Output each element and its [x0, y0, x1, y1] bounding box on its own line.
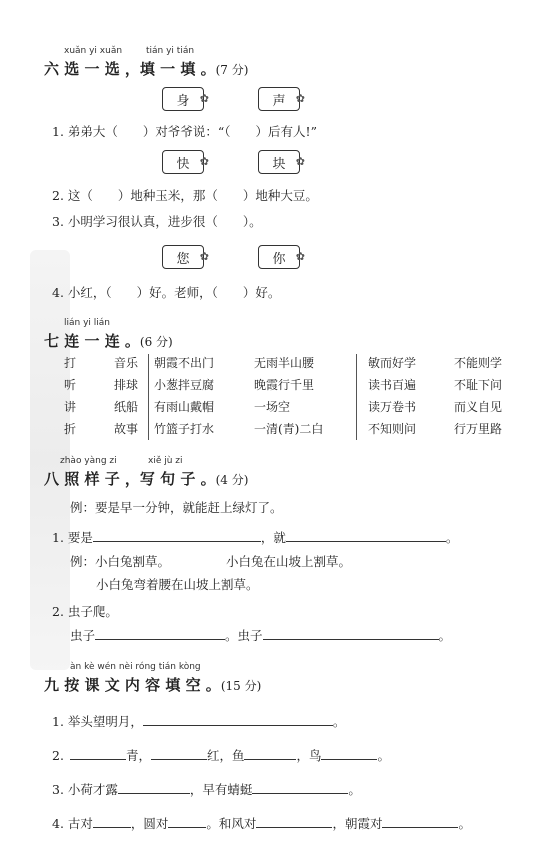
match-item[interactable]: 读书百遍: [368, 378, 417, 392]
match-item[interactable]: 不知则问: [368, 422, 417, 436]
s7-pinyin: lián yi lián: [64, 318, 110, 328]
match-item[interactable]: 竹篮子打水: [154, 422, 215, 436]
s6-q3: 3. 小明学习很认真，进步很（ ）。: [52, 214, 262, 229]
answer-blank[interactable]: [93, 529, 261, 542]
flower-icon: ✿: [295, 155, 305, 168]
section-points: (4 分): [215, 473, 249, 487]
match-item[interactable]: 而义自见: [454, 400, 503, 414]
s8-example-2: 例：小白兔割草。 小白兔在山坡上割草。: [70, 554, 352, 569]
s8-q1: 1. 要是 ，就 。: [52, 530, 459, 545]
s8-title: [44, 468, 248, 489]
answer-blank[interactable]: [244, 747, 296, 760]
match-item[interactable]: 不耻下问: [454, 378, 503, 392]
flower-icon: ✿: [295, 250, 305, 263]
section-number: 六: [44, 60, 60, 78]
char-box-nin: 您 ✿: [162, 245, 204, 269]
s6-title: [44, 58, 248, 79]
s9-q1: 1. 举头望明月， 。: [52, 714, 346, 729]
match-item[interactable]: 小葱拌豆腐: [154, 378, 215, 392]
match-item[interactable]: 敏而好学: [368, 356, 417, 370]
answer-blank[interactable]: [70, 747, 126, 760]
flower-icon: ✿: [199, 250, 209, 263]
section-number: 九: [44, 676, 60, 694]
s9-pinyin: àn kè wén nèi róng tián kòng: [70, 662, 201, 672]
match-item[interactable]: 晚霞行千里: [254, 378, 315, 392]
s8-q2-lines: 虫子 。虫子 。: [70, 628, 452, 643]
match-item[interactable]: 故事: [114, 422, 139, 436]
answer-blank[interactable]: [252, 781, 348, 794]
match-item[interactable]: 讲: [64, 400, 77, 414]
match-item[interactable]: 折: [64, 422, 77, 436]
match-item[interactable]: 一场空: [254, 400, 291, 414]
section-title: 选 一 选 ，填 一 填 。: [64, 60, 216, 78]
flower-icon: ✿: [199, 155, 209, 168]
s9-title: [44, 674, 261, 695]
s7-title: [44, 330, 173, 351]
section-title: 连 一 连 。: [64, 332, 140, 350]
section-number: 八: [44, 470, 60, 488]
s8-pinyin-b: xiě jù zi: [148, 456, 183, 466]
match-item[interactable]: 一清(青)二白: [254, 422, 324, 436]
answer-blank[interactable]: [95, 627, 225, 640]
divider: [148, 354, 149, 440]
match-item[interactable]: 有雨山戴帽: [154, 400, 215, 414]
answer-blank[interactable]: [286, 529, 446, 542]
answer-blank[interactable]: [93, 815, 131, 828]
match-item[interactable]: 读万卷书: [368, 400, 417, 414]
char-box-shen: 身 ✿: [162, 87, 204, 111]
flower-icon: ✿: [199, 92, 209, 105]
match-item[interactable]: 纸船: [114, 400, 139, 414]
s6-pinyin-a: xuǎn yi xuǎn: [64, 46, 123, 56]
section-points: (7 分): [215, 63, 249, 77]
section-title: 照 样 子 ，写 句 子 。: [64, 470, 216, 488]
answer-blank[interactable]: [321, 747, 377, 760]
section-points: (15 分): [220, 679, 262, 693]
char-box-ni: 你 ✿: [258, 245, 300, 269]
s9-q3: 3. 小荷才露 ，早有蜻蜓 。: [52, 782, 361, 797]
s8-pinyin-a: zhào yàng zi: [60, 456, 117, 466]
match-item[interactable]: 排球: [114, 378, 139, 392]
answer-blank[interactable]: [151, 747, 207, 760]
answer-blank[interactable]: [168, 815, 206, 828]
answer-blank[interactable]: [143, 713, 333, 726]
answer-blank[interactable]: [256, 815, 332, 828]
section-points: (6 分): [139, 335, 173, 349]
char-box-sheng: 声 ✿: [258, 87, 300, 111]
match-item[interactable]: 听: [64, 378, 77, 392]
s6-q1: 1. 弟弟大（ ）对爷爷说：“（ ）后有人!”: [52, 124, 317, 139]
divider: [356, 354, 357, 440]
char-box-kuai1: 快 ✿: [162, 150, 204, 174]
match-item[interactable]: 打: [64, 356, 77, 370]
match-item[interactable]: 音乐: [114, 356, 139, 370]
match-item[interactable]: 无雨半山腰: [254, 356, 315, 370]
match-item[interactable]: 行万里路: [454, 422, 503, 436]
match-item[interactable]: 不能则学: [454, 356, 503, 370]
s8-example-1: 例：要是早一分钟，就能赶上绿灯了。: [70, 500, 283, 515]
flower-icon: ✿: [295, 92, 305, 105]
match-item[interactable]: 朝霞不出门: [154, 356, 215, 370]
s8-q2: 2. 虫子爬。: [52, 604, 118, 619]
answer-blank[interactable]: [382, 815, 458, 828]
answer-blank[interactable]: [263, 627, 439, 640]
char-box-kuai2: 块 ✿: [258, 150, 300, 174]
matching-grid: [0, 354, 560, 444]
answer-blank[interactable]: [118, 781, 190, 794]
s6-q2: 2. 这（ ）地种玉米，那（ ）地种大豆。: [52, 188, 318, 203]
section-number: 七: [44, 332, 60, 350]
s6-q4: 4. 小红，（ ）好。老师，（ ）好。: [52, 285, 281, 300]
section-title: 按 课 文 内 容 填 空 。: [64, 676, 221, 694]
s9-q2: 2. 青， 红，鱼 ，鸟 。: [52, 748, 390, 763]
s6-pinyin-b: tián yi tián: [146, 46, 195, 56]
s8-example-2-answer: 小白兔弯着腰在山坡上割草。: [96, 577, 259, 592]
s9-q4: 4. 古对 ，圆对 。和风对 ，朝霞对 。: [52, 816, 471, 831]
